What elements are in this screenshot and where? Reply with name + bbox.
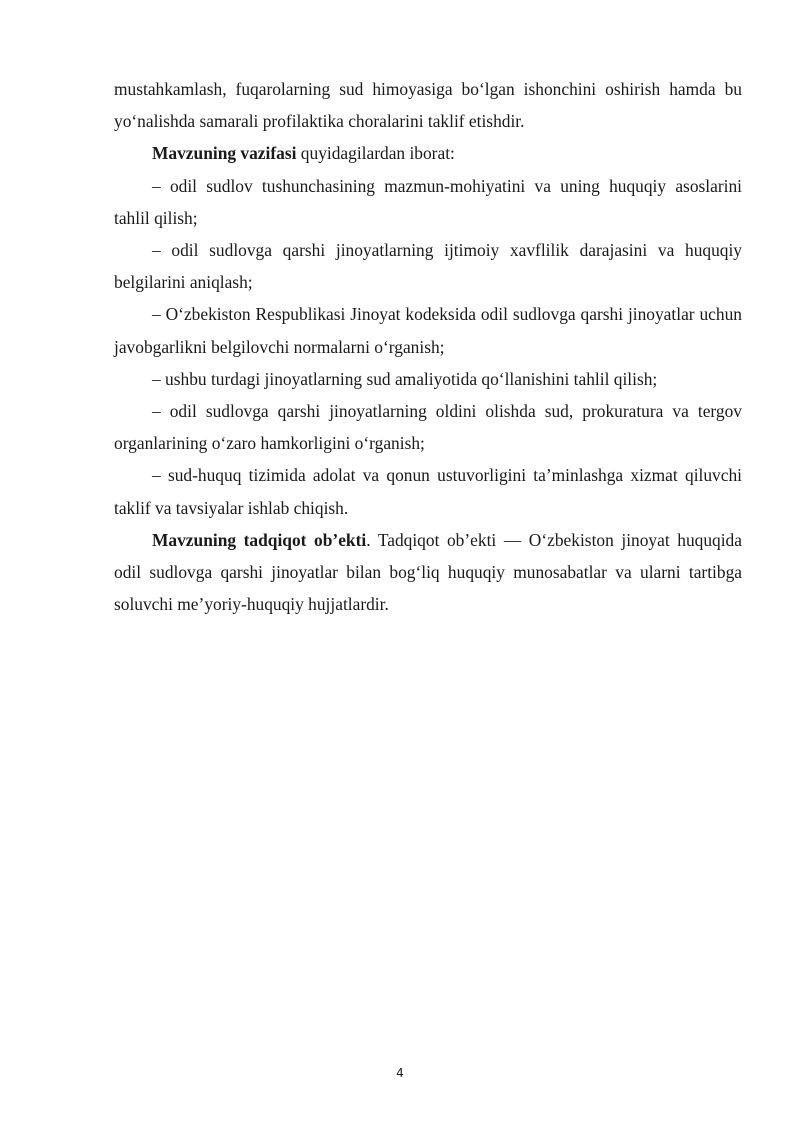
paragraph-tasks-heading (114, 137, 742, 169)
list-item-task-1: – odil sudlov tushunchasining mazmun-mohiyatini va uning huquqiy asoslarini tahlil qilish; (114, 175, 742, 228)
list-item-task-3: – O‘zbekiston Respublikasi Jinoyat kodeksida odil sudlovga qarshi jinoyatlar uchun javobgarlikni belgilovchi normalarni o‘rganish; (114, 304, 742, 357)
tasks-heading-label: Mavzuning vazifasi (152, 143, 297, 164)
list-item-task-2: – odil sudlovga qarshi jinoyatlarning ijtimoiy xavflilik darajasini va huquqiy belgilarini aniqlash; (114, 240, 742, 293)
list-item-task-5: – odil sudlovga qarshi jinoyatlarning oldini olishda sud, prokuratura va tergov organlarining o‘zaro hamkorligini o‘rganish; (114, 401, 742, 454)
tasks-heading-text: quyidagilardan iborat: (296, 143, 455, 164)
list-item-task-6: – sud-huquq tizimida adolat va qonun ustuvorligini ta’minlashga xizmat qiluvchi taklif va tavsiyalar ishlab chiqish. (114, 465, 742, 518)
research-object-label: Mavzuning tadqiqot ob’ekti (152, 529, 367, 550)
document-body (114, 73, 742, 620)
paragraph-research-object (114, 524, 742, 621)
research-object-text: . Tadqiqot ob’ekti — O‘zbekiston jinoyat huquqida odil sudlovga qarshi jinoyatlar bilan bog‘liq huquqiy munosabatlar va ularni tartibga soluvchi me’yoriy-huquqiy hujjatlardir. (114, 529, 742, 615)
page-number: 4 (396, 1066, 404, 1080)
list-item-task-4: – ushbu turdagi jinoyatlarning sud amaliyotida qo‘llanishini tahlil qilish; (152, 368, 658, 389)
paragraph-aim-continuation: mustahkamlash, fuqarolarning sud himoyasiga bo‘lgan ishonchini oshirish hamda bu yo‘nalishda samarali profilaktika choralarini taklif etishdir. (114, 79, 742, 132)
